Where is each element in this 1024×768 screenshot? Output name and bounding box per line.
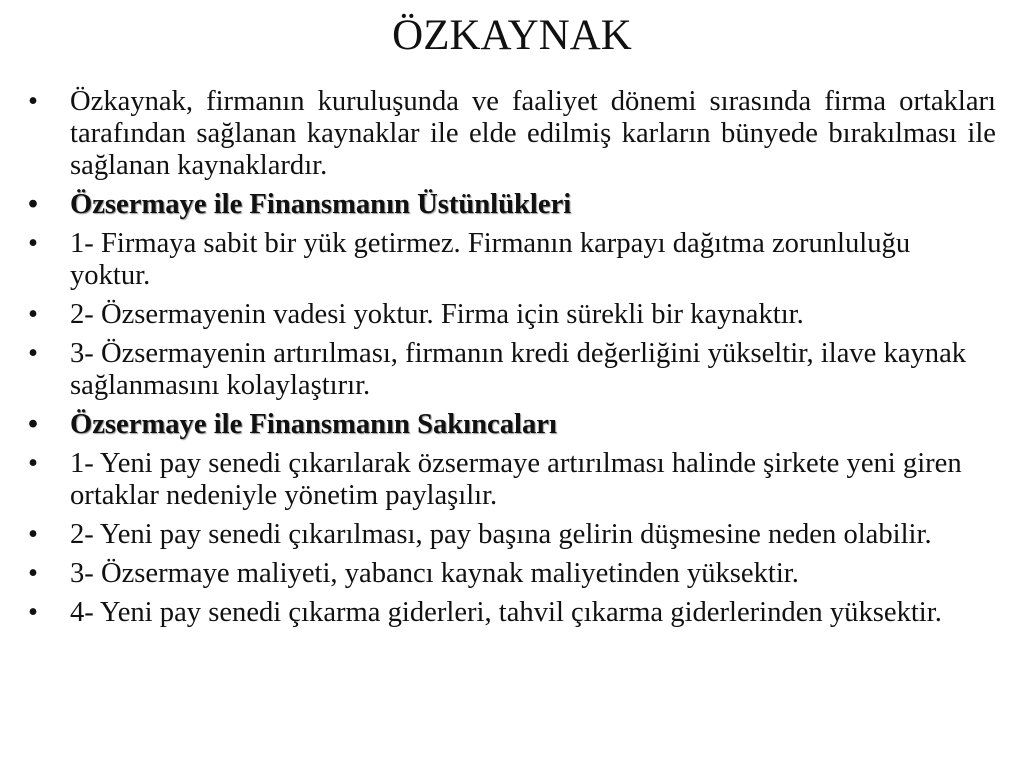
bullet-icon: •	[28, 409, 39, 440]
bullet-item-definition	[28, 86, 996, 182]
bullet-text: 3- Özsermaye maliyeti, yabancı kaynak maliyetinden yüksektir.	[70, 558, 799, 589]
bullet-icon: •	[28, 86, 39, 117]
bullet-icon: •	[28, 558, 39, 589]
bullet-text: Özkaynak, firmanın kuruluşunda ve faaliyet dönemi sırasında firma ortakları tarafından sağlanan kaynaklar ile elde edilmiş karların bünyede bırakılması ile sağlanan kaynaklardır.	[70, 86, 996, 181]
bullet-item-advantages-heading	[28, 189, 996, 221]
bullet-item-disadvantages-heading	[28, 409, 996, 441]
bullet-icon: •	[28, 299, 39, 330]
bullet-item-disadvantage-2	[28, 519, 996, 551]
section-heading: Özsermaye ile Finansmanın Sakıncaları	[70, 409, 557, 440]
bullet-text: 1- Yeni pay senedi çıkarılarak özsermaye artırılması halinde şirkete yeni giren ortaklar nedeniyle yönetim paylaşılır.	[70, 448, 962, 511]
bullet-icon: •	[28, 228, 39, 259]
slide-title: ÖZKAYNAK	[392, 12, 632, 59]
bullet-text: 3- Özsermayenin artırılması, firmanın kredi değerliğini yükseltir, ilave kaynak sağlanmasını kolaylaştırır.	[70, 338, 967, 401]
bullet-item-advantage-3	[28, 338, 996, 402]
bullet-text: 2- Yeni pay senedi çıkarılması, pay başına gelirin düşmesine neden olabilir.	[70, 519, 932, 550]
bullet-item-disadvantage-3	[28, 558, 996, 590]
bullet-text: 4- Yeni pay senedi çıkarma giderleri, tahvil çıkarma giderlerinden yüksektir.	[70, 597, 942, 628]
bullet-item-advantage-1	[28, 228, 996, 292]
bullet-item-disadvantage-1	[28, 448, 996, 512]
bullet-icon: •	[28, 597, 39, 628]
bullet-icon: •	[28, 448, 39, 479]
section-heading: Özsermaye ile Finansmanın Üstünlükleri	[70, 189, 572, 220]
bullet-item-disadvantage-4	[28, 597, 996, 629]
bullet-text: 2- Özsermayenin vadesi yoktur. Firma için sürekli bir kaynaktır.	[70, 299, 804, 330]
bullet-item-advantage-2	[28, 299, 996, 331]
bullet-icon: •	[28, 338, 39, 369]
bullet-text: 1- Firmaya sabit bir yük getirmez. Firmanın karpayı dağıtma zorunluluğu yoktur.	[70, 228, 911, 291]
bullet-icon: •	[28, 189, 39, 220]
bullet-icon: •	[28, 519, 39, 550]
bullet-list	[28, 86, 996, 636]
